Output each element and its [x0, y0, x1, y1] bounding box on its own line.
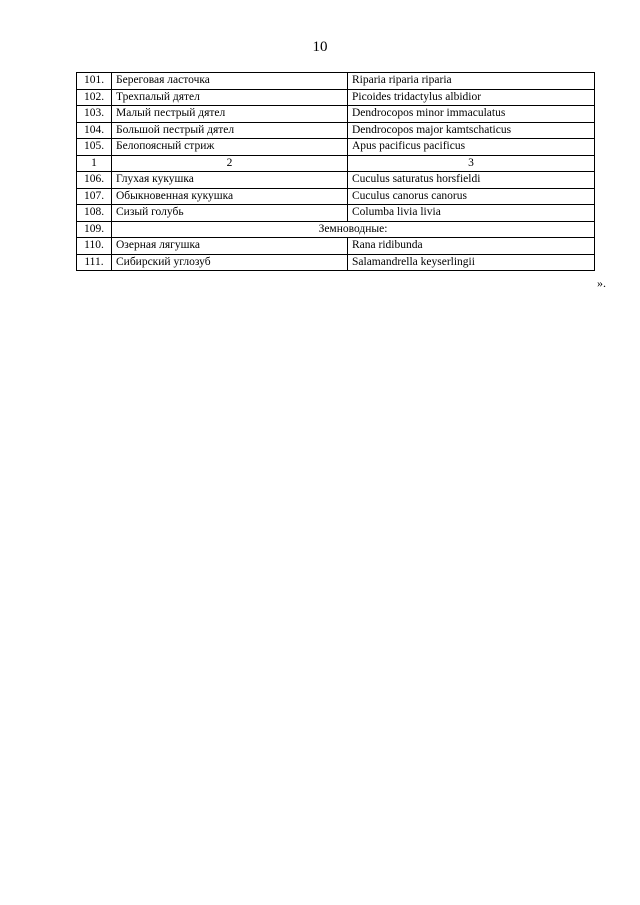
russian-name: Обыкновенная кукушка: [112, 188, 348, 205]
latin-name: Rana ridibunda: [348, 238, 595, 255]
table-row: [77, 238, 595, 255]
russian-name: Озерная лягушка: [112, 238, 348, 255]
russian-name: Малый пестрый дятел: [112, 106, 348, 123]
row-number: 110.: [77, 238, 112, 255]
section-row: [77, 221, 595, 238]
row-number: 111.: [77, 254, 112, 271]
latin-name: Columba livia livia: [348, 205, 595, 222]
table-row: [77, 106, 595, 123]
row-number: 101.: [77, 73, 112, 90]
column-index: 1: [77, 155, 112, 172]
row-number: 108.: [77, 205, 112, 222]
latin-name: Picoides tridactylus albidior: [348, 89, 595, 106]
row-number: 109.: [77, 221, 112, 238]
russian-name: Белопоясный стриж: [112, 139, 348, 156]
section-title: Земноводные:: [112, 221, 595, 238]
table-row: [77, 122, 595, 139]
table-row: [77, 89, 595, 106]
row-number: 105.: [77, 139, 112, 156]
russian-name: Сибирский углозуб: [112, 254, 348, 271]
russian-name: Береговая ласточка: [112, 73, 348, 90]
species-table: [76, 72, 595, 271]
latin-name: Apus pacificus pacificus: [348, 139, 595, 156]
latin-name: Dendrocopos minor immaculatus: [348, 106, 595, 123]
latin-name: Salamandrella keyserlingii: [348, 254, 595, 271]
table-row: [77, 172, 595, 189]
page-number: 10: [312, 39, 328, 55]
latin-name: Riparia riparia riparia: [348, 73, 595, 90]
row-number: 106.: [77, 172, 112, 189]
row-number: 107.: [77, 188, 112, 205]
table-row: [77, 139, 595, 156]
row-number: 103.: [77, 106, 112, 123]
russian-name: Сизый голубь: [112, 205, 348, 222]
russian-name: Большой пестрый дятел: [112, 122, 348, 139]
latin-name: Cuculus saturatus horsfieldi: [348, 172, 595, 189]
row-number: 102.: [77, 89, 112, 106]
table-row: [77, 254, 595, 271]
latin-name: Cuculus canorus canorus: [348, 188, 595, 205]
column-index: 2: [112, 155, 348, 172]
table-row: [77, 188, 595, 205]
row-number: 104.: [77, 122, 112, 139]
closing-quote-mark: ».: [597, 276, 606, 290]
table-row: [77, 205, 595, 222]
russian-name: Глухая кукушка: [112, 172, 348, 189]
column-index: 3: [348, 155, 595, 172]
table-row: [77, 73, 595, 90]
latin-name: Dendrocopos major kamtschaticus: [348, 122, 595, 139]
russian-name: Трехпалый дятел: [112, 89, 348, 106]
column-index-row: [77, 155, 595, 172]
